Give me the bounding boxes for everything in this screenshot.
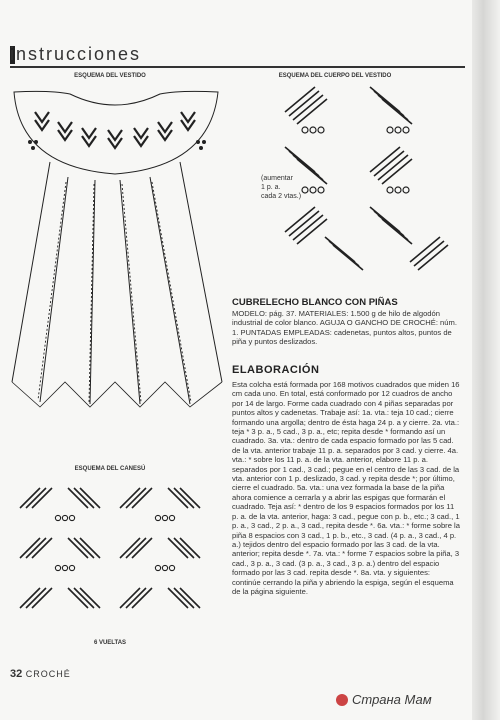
page-binding-shadow (472, 0, 500, 720)
note-line-1: (aumentar (261, 175, 293, 182)
section-heading: ELABORACIÓN (232, 364, 320, 376)
note-line-3: cada 2 vtas.) (261, 193, 302, 200)
page-number: 32 (10, 668, 23, 680)
caption-rounds: 6 VUELTAS (93, 640, 127, 646)
header-rule (10, 66, 465, 68)
caption-body-diagram: ESQUEMA DEL CUERPO DEL VESTIDO (278, 73, 392, 79)
dress-schematic (10, 82, 225, 412)
watermark-logo (336, 694, 348, 706)
instructions-body: Esta colcha está formada por 168 motivos cuadrados que miden 16 cm cada uno. En total, está conformado por 12 cuadros de ancho por 14 de largo. Forme cada cuadrado con 4 piñas separadas por puntos altos y cadenetas. Trabaje así: 1a. vta.: teja 10 cad.; cierre formando una argolla; dentro de ésta haga 24 p. a y cierre. 2a. vta.: teja * 3 p. a., 5 cad., 3 p. a., etc; repita desde * formando así un cuadrado. 3a. vta.: dentro de cada espacio formado por las 5 cad. de la vta. anterior trabaje 11 p. a. separados por 3 cad. y cierre. 4a. vta.: * sobre los 11 p. a. de la vta. anterior, elabore 11 p. a. separados por 1 cad., 3 cad.; pegue en el centro de las 3 cad. de la vta. anterior con 1 p. deslizado, 3 cad. y repita desde *; por último, cierre el cuadrado. 5a. vta.: una vez formada la base de la piña ahora comience a cerrarla y a abrir las espigas que formarán el cuadrado. Teja así: * dentro de los 9 espacios formados por los 11 p. a. de la vta. anterior, haga: 3 cad., pegue con p. b., etc.; 3 cad., 1 p. a., 3 cad., 2 p. a., 3 cad., repita desde *. 6a. vta.: * forme sobre la piña 8 espacios con 3 cad., 1 p. b., etc., 3 cad. (4 p. a., 3 cad., 4 p. a.) tejidos dentro del espacio formado por las 3 cad. de la vta. anterior; repita desde *. 7a. vta.: * forme 7 espacios sobre la piña, 3 cad., 3 p. a., 3 cad. (3 p. a., 3 cad., 3 p. a.) dentro del espacio formado por las 3 cad. repita desde *. 8a. vta. y siguientes: continúe cerrando la piña y abriendo la espiga, según el esquema de la página siguiente. (232, 380, 460, 596)
watermark-text: Страна Мам (352, 692, 432, 707)
note-line-2: 1 p. a. (261, 184, 281, 191)
yoke-schematic (10, 478, 225, 638)
article-title: CUBRELECHO BLANCO CON PIÑAS (232, 297, 398, 308)
diagram-note (261, 174, 301, 201)
caption-yoke-diagram: ESQUEMA DEL CANESÚ (74, 466, 146, 472)
page-footer (10, 668, 71, 680)
section-header: instrucciones (10, 44, 142, 64)
caption-dress-diagram: ESQUEMA DEL VESTIDO (74, 73, 146, 79)
body-schematic (275, 82, 460, 282)
magazine-name: CROCHÉ (25, 669, 71, 679)
materials-text: MODELO: pág. 37. MATERIALES: 1.500 g de hilo de algodón industrial de color blanco. AGUJA O GANCHO DE CROCHÉ: núm. 1. PUNTADAS EMPLEADAS: cadenetas, puntos altos, puntos de piña y puntos deslizados. (232, 309, 457, 347)
